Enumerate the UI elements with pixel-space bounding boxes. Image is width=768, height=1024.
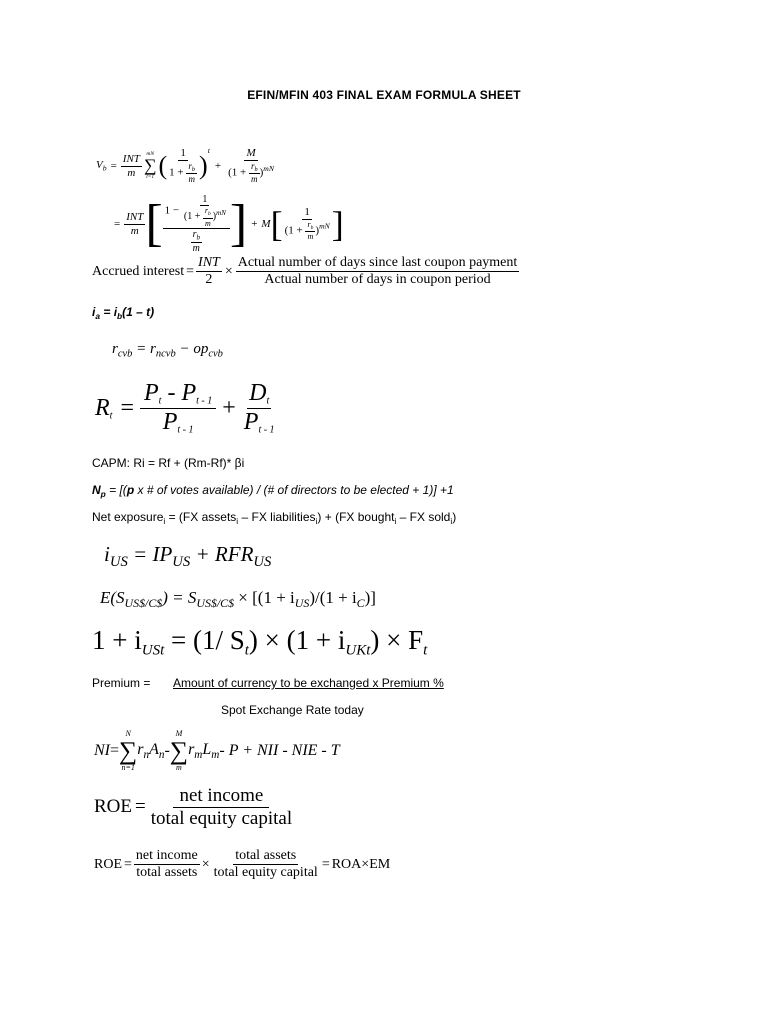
sum-assets: N ∑ n=1: [119, 729, 138, 772]
left-paren: (: [158, 151, 168, 180]
day-count-ratio: $\frac{\text{Actual number of days since last coupon payment}}{\text{Actual number of days in coupon period}}$: [237, 255, 518, 288]
profit-margin-fraction: $\frac{\text{net income}}{\text{total assets}}$: [135, 848, 198, 881]
annuity-fraction: 1 − 1 (1 + $\frac{r_b}{m}$ )$^{mN}$ $\frac{r_b}{m}$: [163, 194, 230, 254]
eq-sign: =: [110, 160, 117, 172]
return-lhs: $R_t$: [95, 394, 113, 422]
after-tax-rate: $i_a = i_b(1 - t)$: [92, 305, 155, 321]
dividend-yield-fraction: $\frac{D_t}{P_{t - 1}}$: [243, 380, 275, 436]
pv-fraction: 1 (1 + $\frac{r_b}{m}$ )$^{mN}$: [284, 206, 330, 242]
right-paren: ): [199, 151, 208, 180]
bond-value-formula: [96, 140, 344, 256]
accrued-interest-formula: [92, 255, 519, 288]
right-bracket-2: ]: [331, 204, 344, 244]
premium-denominator: Spot Exchange Rate today: [221, 703, 364, 717]
equity-multiplier-fraction: $\frac{\text{total assets}}{\text{total equity capital}}$: [213, 848, 318, 881]
face-value: M: [261, 218, 271, 230]
discount-fraction: 1 1 + $\frac{r_b}{m}$: [169, 147, 196, 185]
expected-spot-rate: $E(S_{US\$/C\$}) = S_{US\$/C\$} \times [(1 + i_{US})/(1 + i_C)]$: [100, 588, 376, 611]
return-eq: =: [120, 394, 134, 421]
int-over-2: $\frac{\text{INT}}{2}$: [198, 255, 220, 288]
accrued-eq: =: [186, 263, 195, 279]
roe-fraction: $\frac{\text{net income}}{\text{total equity capital}}$: [150, 785, 293, 829]
int-over-m-2: $\frac{\text{INT}}{m}$: [126, 210, 144, 237]
capital-gain-fraction: $\frac{P_t - P_{t - 1}}{P_{t - 1}}$: [140, 380, 216, 436]
right-bracket: ]: [229, 195, 248, 252]
accrued-label: Accrued interest: [92, 263, 185, 279]
roe-formula: ROE = $\frac{\text{net income}}{\text{total equity capital}}$: [94, 785, 293, 829]
convertible-bond-formula: $r_{cvb} = r_{ncvb} - op_{cvb}$: [112, 341, 223, 360]
holding-period-return: [95, 380, 277, 436]
page-title: EFIN/MFIN 403 FINAL EXAM FORMULA SHEET: [247, 88, 521, 102]
bond-lhs: $V_b$: [96, 159, 107, 173]
left-bracket-2: [: [270, 204, 283, 244]
summation-sign: mN ∑ t=1: [143, 150, 157, 180]
int-over-m: $\frac{\text{INT}}{m}$: [122, 152, 140, 179]
interest-rate-parity: $1 + i_{USt} = (1/$ $S_t) \times (1 + i_{UKt}) \times F_t$: [92, 625, 428, 659]
capm-formula: CAPM: Ri = Rf + (Rm-Rf)* βi: [92, 456, 245, 470]
times-sign: ×: [224, 263, 233, 279]
premium-numerator: Amount of currency to be exchanged x Premium %: [173, 676, 444, 690]
plus-sign-2: +: [251, 218, 258, 230]
dupont-formula: ROE = $\frac{\text{net income}}{\text{total assets}}$ × $\frac{\text{total assets}}{\text{total equity capital}}$ = ROA × EM: [94, 848, 391, 881]
exponent-t: t: [207, 146, 210, 155]
fisher-equation: $i_{US} = IP_{US} + RFR_{US}$: [104, 542, 272, 571]
net-exposure-formula: Net exposure$_i$ = (FX assets$_i$ – FX liabilities$_i$) + (FX bought$_i$ – FX sold$_i$): [92, 510, 457, 526]
return-plus: +: [222, 394, 236, 421]
premium-label: Premium =: [92, 676, 151, 690]
eq-sign-2: =: [114, 218, 121, 230]
net-income-formula: NI = N ∑ n=1 $r_nA_n$ - M ∑ m $r_mL_m$ - P + NII - NIE - T: [94, 729, 340, 772]
face-value-fraction: M (1 + $\frac{r_b}{m}$ )$^{mN}$: [228, 147, 274, 185]
sum-liabilities: M ∑ m: [169, 729, 189, 772]
cumulative-voting-formula: $N_p = [(p$ x # of votes available) / (# of directors to be elected + 1)] +1: [92, 483, 454, 499]
left-bracket: [: [145, 195, 163, 252]
plus-sign: +: [214, 160, 222, 172]
